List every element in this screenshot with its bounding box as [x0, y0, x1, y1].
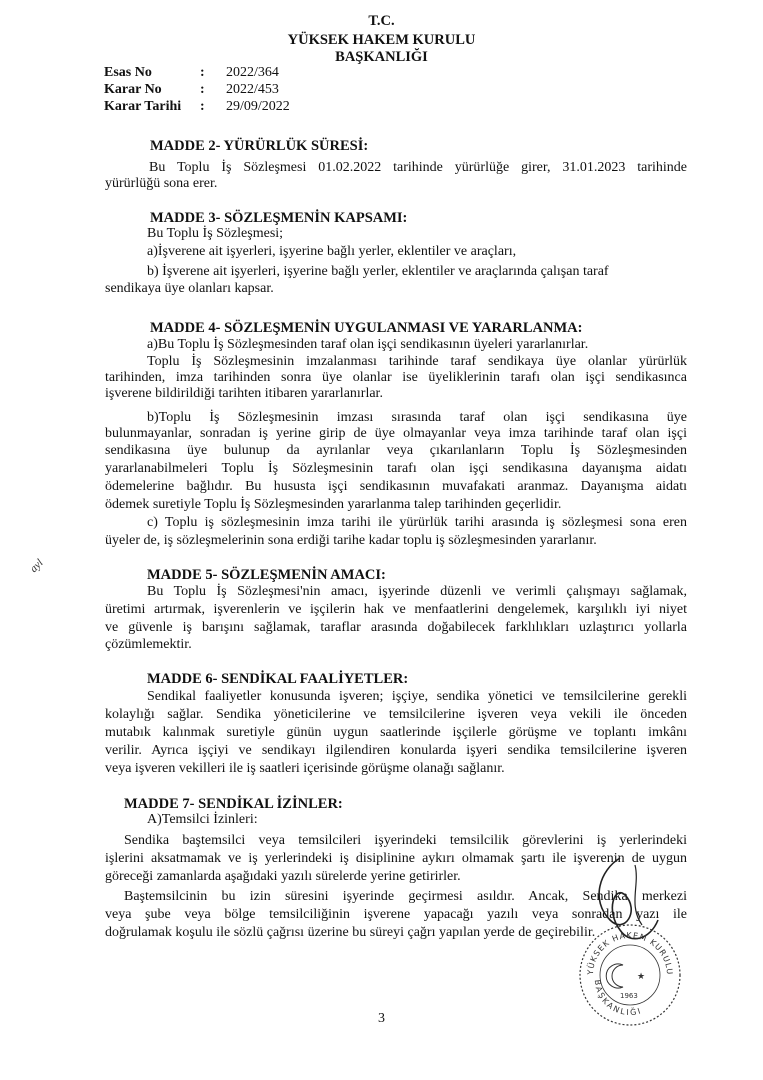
svg-text:★: ★ — [637, 972, 646, 982]
madde3-line: b) İşverene ait işyerleri, işyerine bağlı yerler, eklentiler ve araçlarında çalışan taraf — [147, 264, 609, 279]
madde2-line: yürürlüğü sona erer. — [105, 176, 218, 191]
meta-label: Esas No — [104, 65, 152, 80]
stamp-text-top: YÜKSEK HAKEM KURULU — [585, 930, 675, 976]
madde2-title: MADDE 2- YÜRÜRLÜK SÜRESİ: — [150, 138, 369, 154]
madde4-line: c) Toplu iş sözleşmesinin imza tarihi ile yürürlük tarihi arasında iş sözleşmesi sona eren — [147, 515, 687, 530]
margin-handwriting: ayl — [27, 557, 46, 575]
header-institution: YÜKSEK HAKEM KURULU — [287, 32, 476, 48]
madde4-line: üyeler de, iş sözleşmelerinin sona erdiği tarihe kadar toplu iş sözleşmesinden yararlanır. — [105, 533, 597, 548]
madde4-title: MADDE 4- SÖZLEŞMENİN UYGULANMASI VE YARARLANMA: — [150, 320, 583, 336]
meta-value: 29/09/2022 — [226, 99, 290, 114]
madde3-line: Bu Toplu İş Sözleşmesi; — [147, 226, 284, 241]
madde5-line: üretimi artırmak, işverenlerin ve işçilerin hak ve menfaatlerini dengelemek, karşılıklı iyi niyet — [105, 602, 687, 617]
madde7-line: veya şube veya bölge temsilciliğinin işverene yapacağı yazılı veya sonradan yazı ile — [105, 907, 687, 922]
header-presidency: BAŞKANLIĞI — [335, 49, 428, 65]
madde4-line: sendikasına üye bulunup da ayrılanlar veya çıkarılanların Toplu İş Sözleşmesinden — [105, 443, 687, 458]
madde2-line: Bu Toplu İş Sözleşmesi 01.02.2022 tarihinde yürürlüğe girer, 31.01.2023 tarihinde — [149, 160, 687, 175]
svg-text:YÜKSEK HAKEM KURULU — [586, 931, 675, 976]
madde5-line: çözümlemektir. — [105, 637, 192, 652]
meta-colon: : — [200, 99, 205, 114]
madde4-line: bulunmayanlar, sonradan iş yerine girip de üye olmayanlar veya imza tarihinde taraf olan işçi — [105, 426, 687, 441]
madde5-line: ve güvenle iş barışını sağlamak, taraflar arasında doğabilecek farklılıkları uzlaştırıcı yollarla — [105, 620, 687, 635]
meta-value: 2022/453 — [226, 82, 279, 97]
meta-row-karar — [104, 81, 290, 98]
meta-row-esas — [104, 64, 290, 81]
meta-label: Karar Tarihi — [104, 99, 182, 114]
madde3-line: a)İşverene ait işyerleri, işyerine bağlı yerler, eklentiler ve araçları, — [147, 244, 517, 259]
madde6-line: verilir. Ayrıca işçiyi ve sendikayı ilgilendiren konularda işyeri sendika temsilcilerine işveren — [105, 743, 687, 758]
madde7-title: MADDE 7- SENDİKAL İZİNLER: — [124, 796, 343, 812]
madde6-line: mutabık kalınmak suretiyle günün uygun saatlerinde işçilerle görüşme ve toplantı imkânı — [105, 725, 687, 740]
madde3-title: MADDE 3- SÖZLEŞMENİN KAPSAMI: — [150, 210, 408, 226]
meta-value: 2022/364 — [226, 65, 279, 80]
case-meta — [104, 64, 290, 115]
madde7-line: Sendika baştemsilci veya temsilcileri işyerindeki temsilcilik görevlerini iş yerlerindeki — [124, 833, 687, 848]
madde3-line: sendikaya üye olanları kapsar. — [105, 281, 274, 296]
meta-colon: : — [200, 82, 205, 97]
meta-colon: : — [200, 65, 205, 80]
madde5-line: Bu Toplu İş Sözleşmesi'nin amacı, işyerinde düzenli ve verimli çalışmayı sağlamak, — [147, 584, 687, 599]
madde4-line: b)Toplu İş Sözleşmesinin imzası sırasında taraf olan işçi sendikasına üye — [147, 410, 687, 425]
header-tc: T.C. — [368, 13, 395, 29]
madde7-line: Baştemsilcinin bu izin süresini işyerinde geçirmesi asıldır. Ancak, Sendika merkezi — [124, 889, 687, 904]
stamp-year: 1963 — [620, 992, 638, 1000]
madde4-line: yararlanabilmeleri Toplu İş Sözleşmesinin tarafı olan işçi sendikasına dayanışma aidatı — [105, 461, 687, 476]
madde4-line: ödemek suretiyle Toplu İş Sözleşmesinden yararlanma talep tarihinden geçerlidir. — [105, 497, 562, 512]
madde6-title: MADDE 6- SENDİKAL FAALİYETLER: — [147, 671, 409, 687]
madde7-line: doğrulamak koşulu ile sözlü çağrısı üzerine bu süreyi çağrı yapılan yerde de geçirebilir. — [105, 925, 596, 940]
madde4-line: a)Bu Toplu İş Sözleşmesinden taraf olan işçi sendikasının üyeleri yararlanırlar. — [147, 337, 589, 352]
madde7-line: A)Temsilci İzinleri: — [147, 812, 258, 827]
madde5-title: MADDE 5- SÖZLEŞMENİN AMACI: — [147, 567, 386, 583]
madde7-line: işlerini aksatmamak ve iş yerlerindeki iş disiplinine aykırı olmamak şartı ile işverenin de uygun — [105, 851, 687, 866]
madde6-line: veya işveren vekilleri ile iş saatleri içerisinde görüşme olanağı sağlanır. — [105, 761, 505, 776]
madde4-line: Toplu İş Sözleşmesinin imzalanması tarihinde taraf sendikaya üye olanlar yürürlük — [147, 354, 687, 369]
madde6-line: Sendikal faaliyetler konusunda işveren; işçiye, sendika yönetici ve temsilcilerine gerekli — [147, 689, 687, 704]
madde4-line: tarihinden, imza tarihinden sonra üye olanlar ise üyeliklerinin tarafı olan işçi sendikasınca — [105, 370, 687, 385]
madde6-line: kolaylığı sağlar. Sendika yöneticilerine ve temsilcilerine işveren veya vekili ile önceden — [105, 707, 687, 722]
madde4-line: ödemelerine bağlıdır. Bu hususta işçi sendikasının muvafakati aranmaz. Dayanışma aidatı — [105, 479, 687, 494]
madde7-line: göreceği zamanlarda aşağıdaki yazılı sürelerde yerine getirirler. — [105, 869, 461, 884]
madde4-line: işverene bildirildiği tarihten itibaren yararlanırlar. — [105, 386, 383, 401]
meta-label: Karar No — [104, 82, 162, 97]
page-number: 3 — [378, 1011, 385, 1026]
meta-row-karar-tarihi — [104, 98, 290, 115]
stamp-text-bottom: BAŞKANLIĞI — [592, 979, 644, 1018]
